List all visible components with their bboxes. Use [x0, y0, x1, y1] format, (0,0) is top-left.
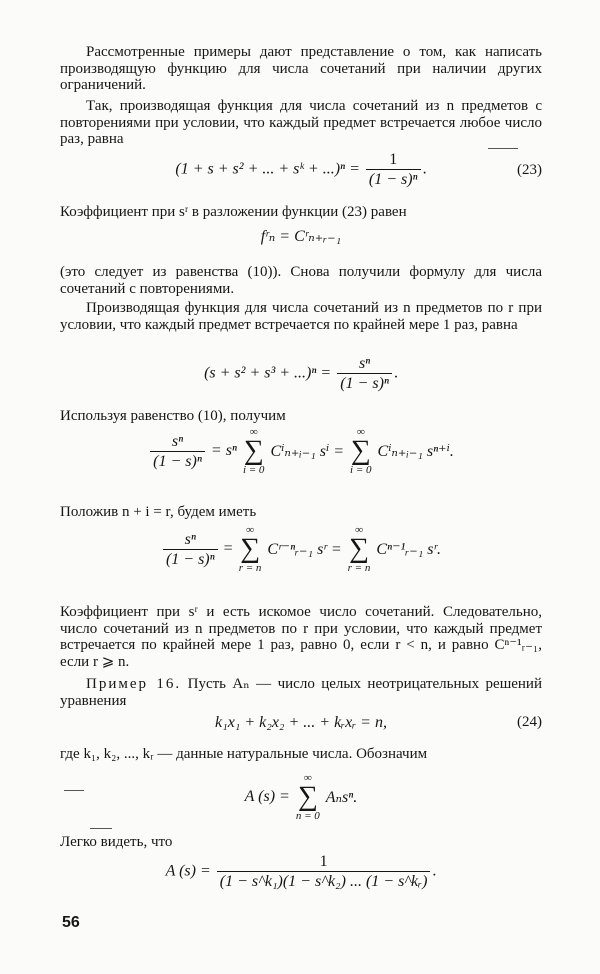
formula-sum-expansion-term1: Cⁱₙ₊ᵢ₋₁ sⁱ = [270, 443, 345, 460]
paragraph-conclusion: Коэффициент при sʳ и есть искомое число сочетаний. Следовательно, число сочетаний из n предметов по r при условии, что каждый предмет встречается по крайней мере 1 раз, равно 0, если r < n, и равно Cⁿ⁻¹ᵣ₋₁, если r ⩾ n. [60, 604, 542, 670]
summation-lower-limit: r = n [238, 562, 262, 574]
summation-upper-limit: ∞ [249, 426, 258, 438]
equation-number-23: (23) [517, 162, 542, 178]
equation-number-24: (24) [517, 714, 542, 730]
paragraph-generating-function: Так, производящая функция для числа сочетаний из n предметов с повторениями при условии, что каждый предмет встречается любое число раз, равна [60, 98, 542, 148]
formula-at-least-once-numerator: sⁿ [337, 354, 392, 374]
formula-23-dot: . [422, 160, 427, 178]
formula-A-product-lhs: A (s) = [165, 862, 211, 880]
summation-sigma: ∑ [240, 533, 261, 564]
formula-24 [60, 714, 542, 732]
formula-at-least-once-denominator: (1 − s)ⁿ [340, 375, 389, 392]
formula-A-product-fraction [217, 852, 431, 891]
formula-23-numerator: 1 [366, 150, 421, 170]
formula-sum-substituted-fraction [163, 530, 218, 569]
formula-A-rhs: Aₙsⁿ. [325, 789, 358, 806]
summation-sigma: ∑ [243, 435, 264, 466]
paragraph-at-least-once: Производящая функция для числа сочетаний из n предметов по r при условии, что каждый предмет встречается по крайней мере 1 раз, равна [60, 300, 542, 333]
example-heading: Пример 16. [86, 676, 182, 692]
summation-r-first [239, 524, 262, 574]
formula-sum-expansion [60, 426, 542, 496]
summation-lower-limit: n = 0 [295, 810, 320, 822]
paragraph-easy-to-see: Легко видеть, что [60, 834, 173, 850]
formula-23-fraction [366, 150, 421, 189]
formula-sum-expansion-eq: = sⁿ [210, 442, 237, 459]
paragraph-substitution: Положив n + i = r, будем иметь [60, 504, 257, 520]
formula-sum-substituted-numerator: sⁿ [163, 530, 218, 550]
paragraph-intro: Рассмотренные примеры дают представление о том, как написать производящую функцию для числа сочетаний при наличии других ограничений. [60, 44, 542, 94]
formula-sum-expansion-term2: Cⁱₙ₊ᵢ₋₁ sⁿ⁺ⁱ. [377, 443, 454, 460]
scan-mark [90, 828, 112, 829]
paragraph-coefficient: Коэффициент при sʳ в разложении функции (23) равен [60, 204, 407, 220]
formula-sum-substituted [60, 524, 542, 596]
formula-sum-expansion-denominator: (1 − s)ⁿ [153, 452, 202, 470]
summation-upper-limit: ∞ [356, 426, 365, 438]
formula-at-least-once-fraction [337, 354, 392, 393]
summation-upper-limit: ∞ [303, 772, 312, 784]
formula-A-definition [60, 772, 542, 830]
summation-r-second [348, 524, 371, 574]
page-number: 56 [62, 914, 80, 931]
formula-at-least-once [60, 354, 542, 398]
summation-sigma: ∑ [297, 781, 318, 812]
formula-23 [60, 150, 542, 194]
formula-A-product [60, 852, 542, 902]
formula-A-product-denominator: (1 − s^k₁)(1 − s^k₂) ... (1 − s^kᵣ) [219, 873, 428, 890]
summation-i-second [350, 426, 371, 476]
summation-upper-limit: ∞ [246, 524, 254, 536]
formula-A-lhs: A (s) = [244, 788, 290, 805]
formula-sum-substituted-eq: = [223, 540, 233, 557]
formula-23-lhs: (1 + s + s² + ... + sᵏ + ...)ⁿ = [175, 160, 360, 178]
paragraph-example-16 [60, 676, 542, 709]
summation-i-first [243, 426, 264, 476]
formula-at-least-once-dot: . [393, 364, 398, 382]
summation-sigma: ∑ [349, 533, 369, 564]
summation-sigma: ∑ [350, 435, 371, 466]
formula-A-product-numerator: 1 [217, 852, 431, 872]
scan-mark [488, 148, 518, 149]
summation-n [296, 772, 320, 822]
summation-lower-limit: i = 0 [242, 464, 265, 476]
summation-upper-limit: ∞ [355, 524, 363, 536]
summation-lower-limit: r = n [347, 562, 371, 574]
paragraph-follows-from-10: (это следует из равенства (10)). Снова получили формулу для числа сочетаний с повторениями. [60, 264, 542, 297]
formula-sum-expansion-numerator: sⁿ [150, 432, 205, 452]
formula-24-body: k₁x₁ + k₂x₂ + ... + kᵣxᵣ = n, [215, 714, 387, 731]
paragraph-using-equality-10: Используя равенство (10), получим [60, 408, 286, 424]
formula-coefficient: fʳₙ = Cʳₙ₊ᵣ₋₁ [260, 228, 342, 245]
formula-sum-substituted-term1: Cʳ⁻ⁿᵣ₋₁ sʳ = [267, 541, 342, 558]
formula-at-least-once-lhs: (s + s² + s³ + ...)ⁿ = [204, 364, 332, 382]
formula-23-denominator: (1 − s)ⁿ [368, 171, 418, 188]
example-text: Пусть Aₙ — число целых неотрицательных решений уравнения [60, 676, 542, 709]
formula-sum-substituted-term2: Cⁿ⁻¹ᵣ₋₁ sʳ. [376, 541, 442, 558]
formula-sum-expansion-fraction [150, 432, 205, 471]
paragraph-notation: где k₁, k₂, ..., kᵣ — данные натуральные числа. Обозначим [60, 746, 428, 762]
formula-sum-substituted-denominator: (1 − s)ⁿ [165, 550, 215, 568]
formula-A-product-dot: . [432, 862, 437, 880]
summation-lower-limit: i = 0 [350, 464, 372, 476]
